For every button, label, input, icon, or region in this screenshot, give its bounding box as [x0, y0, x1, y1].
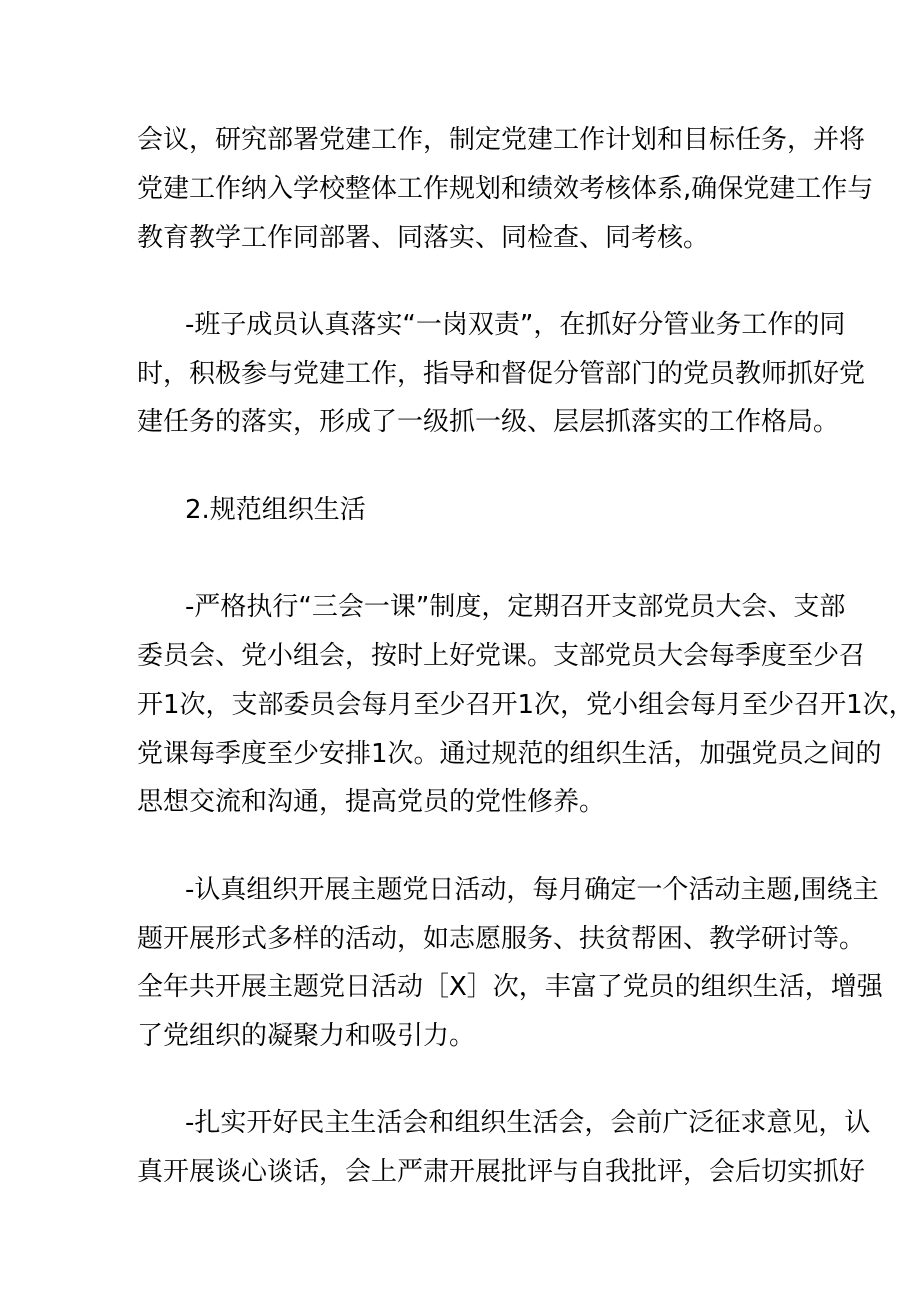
paragraph-line: -认真组织开展主题党日活动，每月确定一个活动主题,围绕主	[185, 875, 879, 905]
paragraph-line: 了党组织的凝聚力和吸引力。	[137, 1021, 476, 1051]
paragraph-line: -严格执行“三会一课”制度，定期召开支部党员大会、支部	[185, 592, 846, 622]
paragraph-line: 开1次，支部委员会每月至少召开1次，党小组会每月至少召开1次，	[137, 690, 915, 720]
paragraph-line: 教育教学工作同部署、同落实、同检查、同考核。	[137, 223, 710, 253]
paragraph-line: -扎实开好民主生活会和组织生活会，会前广泛征求意见，认	[185, 1108, 871, 1138]
paragraph-line: 党建工作纳入学校整体工作规划和绩效考核体系,确保党建工作与	[137, 174, 874, 204]
paragraph-line: 思想交流和沟通，提高党员的党性修养。	[137, 787, 606, 817]
paragraph-line: 会议，研究部署党建工作，制定党建工作计划和目标任务，并将	[137, 125, 866, 155]
paragraph-line: 建任务的落实，形成了一级抓一级、层层抓落实的工作格局。	[137, 407, 840, 437]
section-heading: 2.规范组织生活	[185, 495, 366, 525]
paragraph-line: 时，积极参与党建工作，指导和督促分管部门的党员教师抓好党	[137, 359, 866, 389]
paragraph-line: 题开展形式多样的活动，如志愿服务、扶贫帮困、教学研讨等。	[137, 924, 866, 954]
paragraph-line: -班子成员认真落实“一岗双责”，在抓好分管业务工作的同	[185, 310, 846, 340]
paragraph-line: 真开展谈心谈话，会上严肃开展批评与自我批评，会后切实抓好	[137, 1157, 866, 1187]
paragraph-line: 党课每季度至少安排1次。通过规范的组织生活，加强党员之间的	[137, 739, 882, 769]
paragraph-line: 全年共开展主题党日活动［X］次，丰富了党员的组织生活，增强	[137, 972, 883, 1002]
paragraph-line: 委员会、党小组会，按时上好党课。支部党员大会每季度至少召	[137, 641, 866, 671]
